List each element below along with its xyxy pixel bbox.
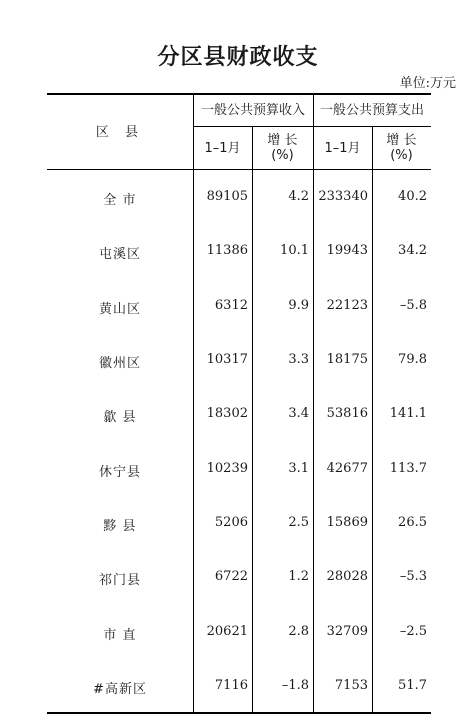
row-revenue-growth: 1.2 [288,569,309,584]
row-expenditure: 233340 [318,189,368,204]
row-expenditure-growth: 79.8 [398,352,427,367]
row-revenue-growth: –1.8 [281,678,309,693]
row-revenue-growth: 3.1 [288,461,309,476]
col-divider-1 [193,95,194,712]
row-district-name: 黟 县 [103,519,137,534]
row-expenditure-growth: 26.5 [398,515,427,530]
header-revenue-period: 1–1月 [204,140,241,156]
header-revenue-growth: 增 长 (%) [267,133,298,163]
row-expenditure: 7153 [334,678,368,693]
header-bottom-rule [47,169,431,170]
row-revenue: 18302 [206,406,248,421]
row-expenditure: 28028 [326,569,368,584]
row-revenue-growth: 2.8 [288,624,309,639]
row-revenue: 10239 [206,461,248,476]
row-district-name: 屯溪区 [98,247,141,262]
header-revenue-group: 一般公共预算收入 [200,103,305,118]
row-revenue: 5206 [214,515,248,530]
row-revenue: 6722 [214,569,248,584]
row-revenue: 10317 [206,352,248,367]
row-expenditure-growth: –2.5 [399,624,427,639]
row-expenditure: 22123 [326,298,368,313]
row-expenditure: 15869 [326,515,368,530]
header-expenditure-period: 1–1月 [324,140,361,156]
unit-label: 单位:万元 [399,76,456,91]
row-revenue-growth: 3.3 [288,352,309,367]
row-expenditure-growth: 113.7 [389,461,427,476]
row-expenditure-growth: 51.7 [398,678,427,693]
header-expenditure-growth: 增 长 (%) [386,133,417,163]
row-revenue: 89105 [206,189,248,204]
row-expenditure: 19943 [326,243,368,258]
row-revenue-growth: 10.1 [280,243,309,258]
row-revenue: 6312 [214,298,248,313]
header-expenditure-group: 一般公共预算支出 [319,103,424,118]
row-district-name: 歙 县 [103,410,137,425]
row-district-name: #高新区 [93,682,147,697]
row-expenditure-growth: 34.2 [398,243,427,258]
row-revenue-growth: 2.5 [288,515,309,530]
page-title: 分区县财政收支 [157,45,319,70]
row-expenditure-growth: –5.3 [399,569,427,584]
row-expenditure: 32709 [326,624,368,639]
row-expenditure: 18175 [326,352,368,367]
col-divider-3 [313,95,314,712]
row-expenditure-growth: –5.8 [399,298,427,313]
header-district: 区 县 [95,124,145,140]
row-district-name: 市 直 [103,628,137,643]
table-bottom-rule [47,712,431,714]
row-expenditure: 42677 [326,461,368,476]
row-expenditure-growth: 40.2 [398,189,427,204]
row-district-name: 全 市 [103,193,137,208]
row-expenditure-growth: 141.1 [389,406,427,421]
row-revenue: 20621 [206,624,248,639]
row-district-name: 黄山区 [98,302,141,317]
row-expenditure: 53816 [326,406,368,421]
row-revenue: 7116 [214,678,248,693]
row-district-name: 休宁县 [98,465,141,480]
row-revenue-growth: 4.2 [288,189,309,204]
row-district-name: 祁门县 [98,573,141,588]
row-district-name: 徽州区 [98,356,141,371]
row-revenue-growth: 3.4 [288,406,309,421]
row-revenue-growth: 9.9 [288,298,309,313]
row-revenue: 11386 [206,243,248,258]
